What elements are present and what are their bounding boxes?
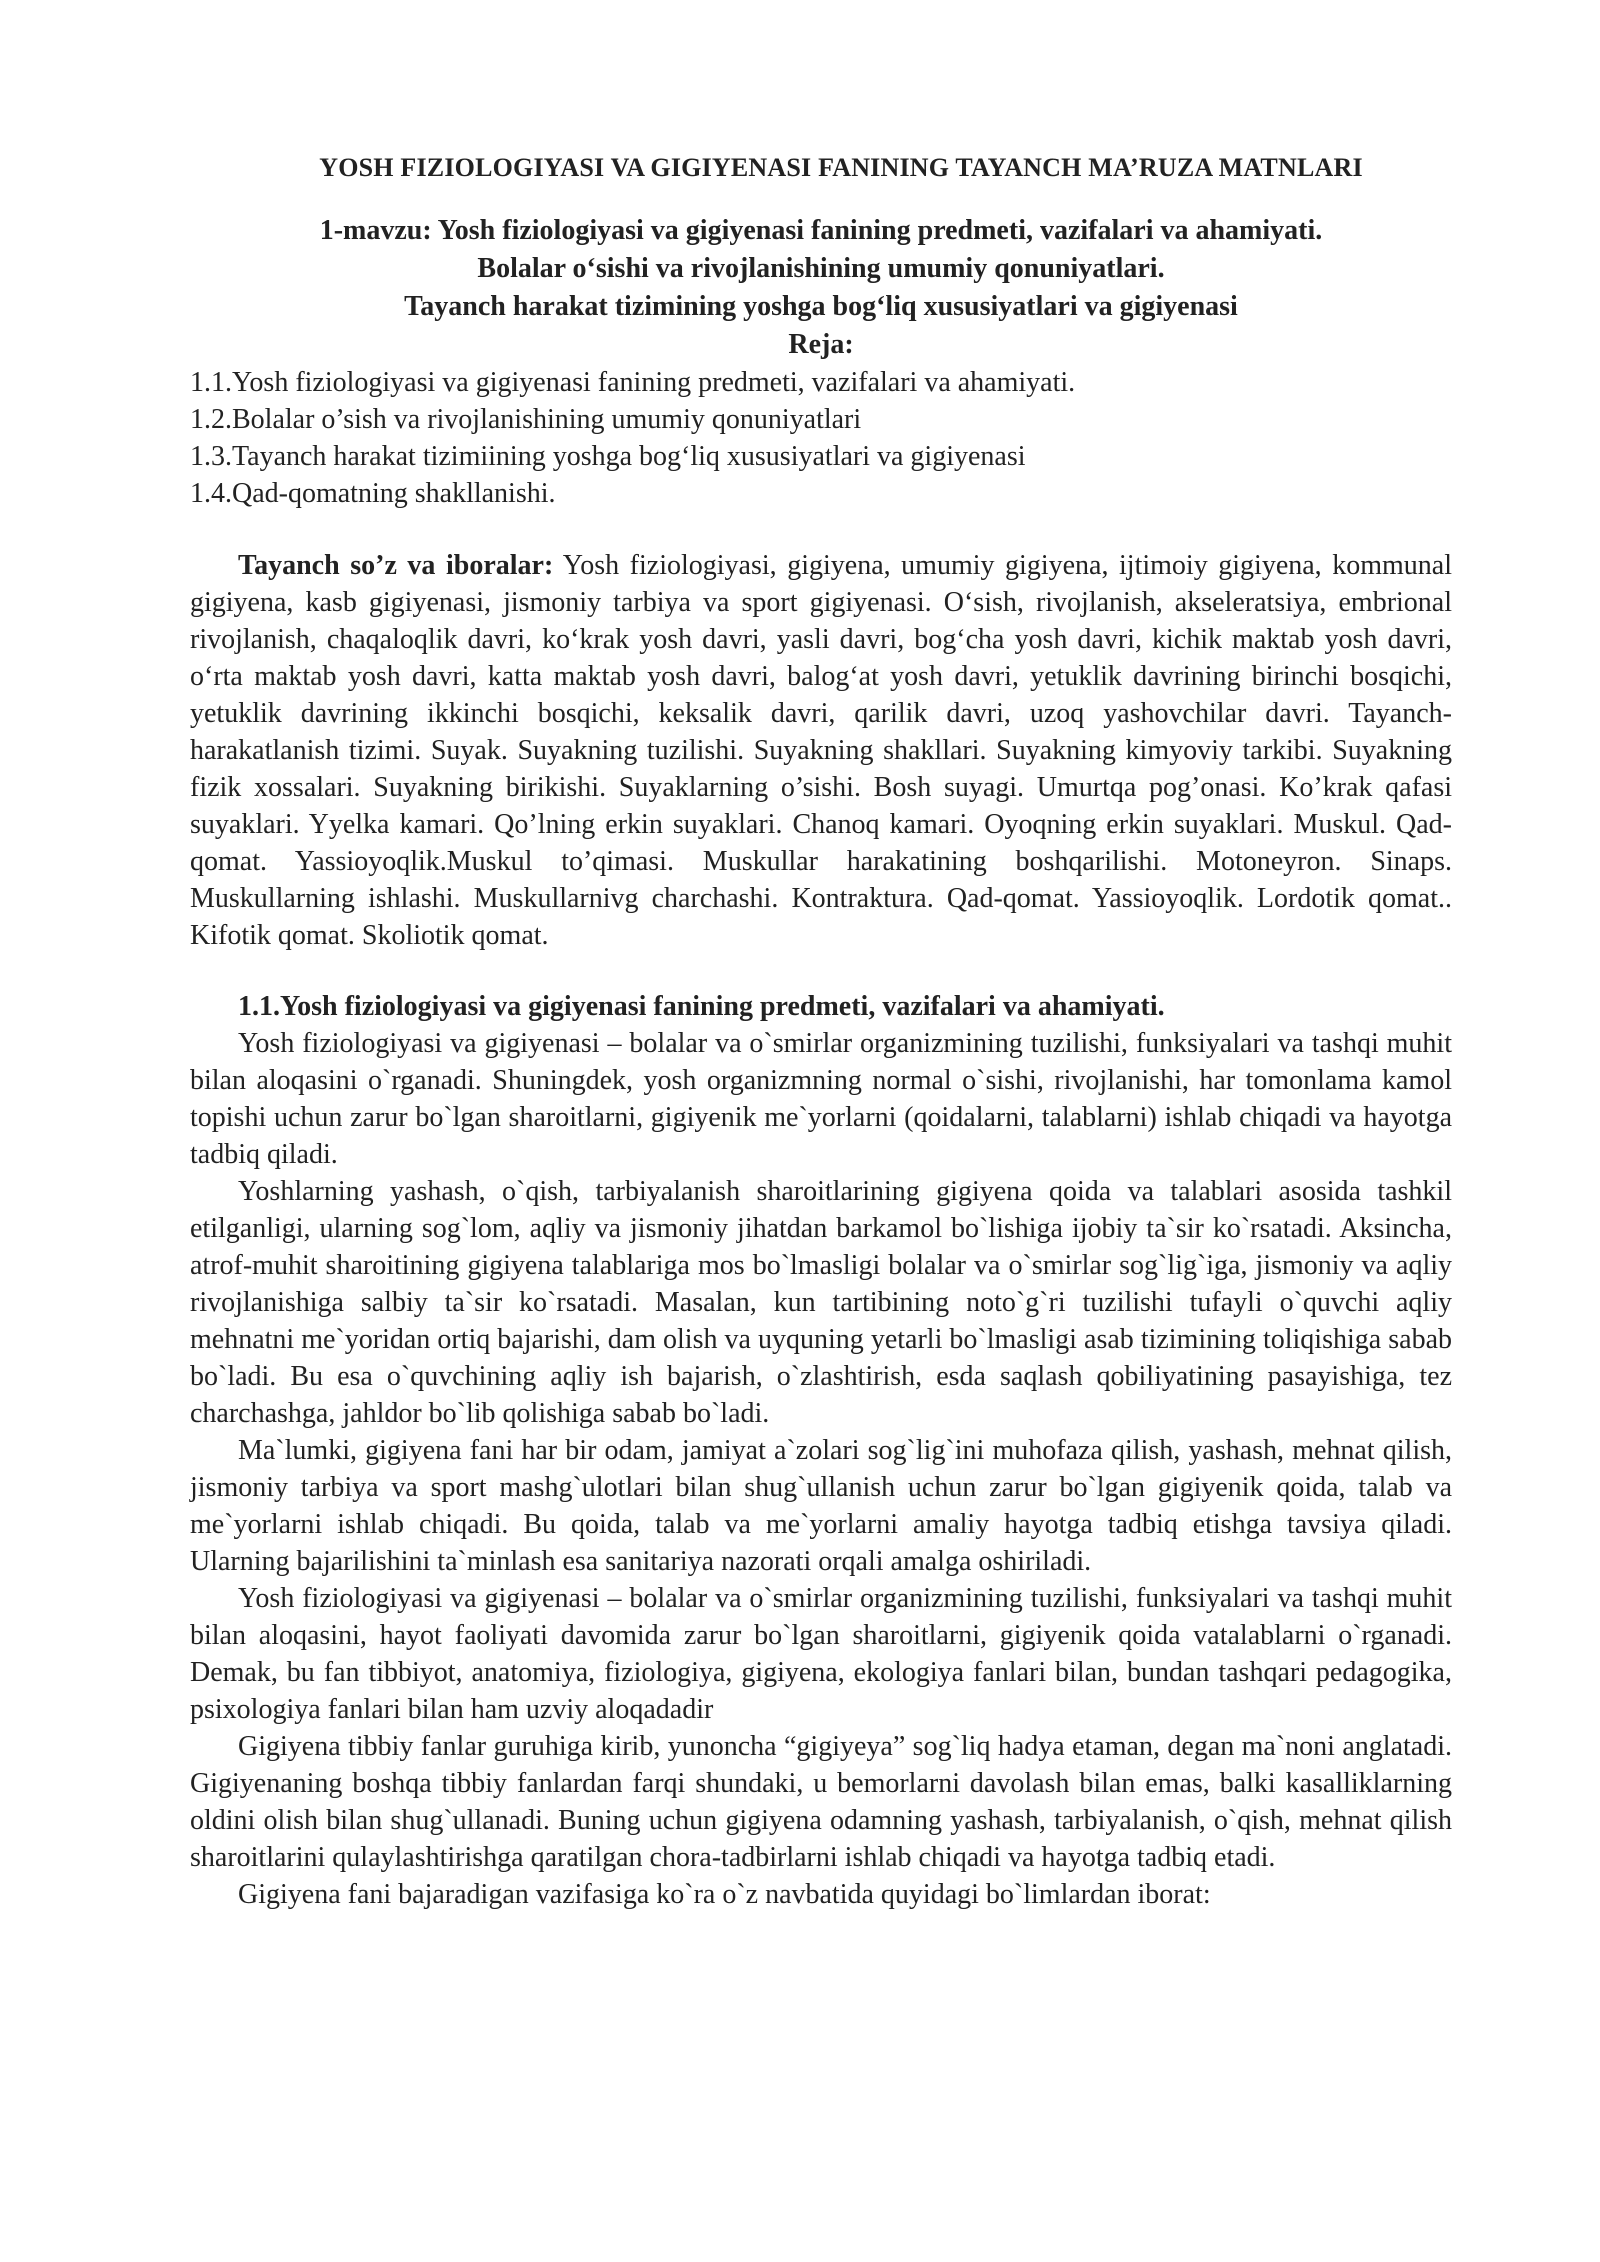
paragraph-2: Yoshlarning yashash, o`qish, tarbiyalanish sharoitlarining gigiyena qoida va talablari asosida tashkil etilganligi, ularning sog`lom, aqliy va jismoniy jihatdan barkamol bo`lishiga ijobiy ta`sir ko`rsatadi. Aksincha, atrof-muhit sharoitining gigiyena talablariga mos bo`lmasligi bolalar va o`smirlar sog`lig`iga, jismoniy va aqliy rivojlanishiga salbiy ta`sir ko`rsatadi. Masalan, kun tartibining noto`g`ri tuzilishi tufayli o`quvchi aqliy mehnatni me`yoridan ortiq bajarishi, dam olish va uyquning yetarli bo`lmasligi asab tizimining toliqishiga sabab bo`ladi. Bu esa o`quvchining aqliy ish bajarish, o`zlashtirish, esda saqlash qobiliyatining pasayishiga, tez charchashga, jahldor bo`lib qolishiga sabab bo`ladi. [190, 1176, 1452, 1429]
plan-item-2: 1.2.Bolalar o’sish va rivojlanishining umumiy qonuniyatlari [190, 404, 862, 435]
plan-list [190, 364, 1452, 512]
paragraph-3: Ma`lumki, gigiyena fani har bir odam, jamiyat a`zolari sog`lig`ini muhofaza qilish, yashash, mehnat qilish, jismoniy tarbiya va sport mashg`ulotlari bilan shug`ullanish uchun zarur bo`lgan gigiyenik qoida, talab va me`yorlarni ishlab chiqadi. Bu qoida, talab va me`yorlarni amaliy hayotga tadbiq etishga tavsiya qiladi. Ularning bajarilishini ta`minlash esa sanitariya nazorati orqali amalga oshiriladi. [190, 1435, 1452, 1577]
plan-item-3: 1.3.Tayanch harakat tizimiining yoshga bog‘liq xususiyatlari va gigiyenasi [190, 441, 1026, 472]
topic-line-3: Tayanch harakat tizimining yoshga bog‘liq xususiyatlari va gigiyenasi [404, 291, 1238, 322]
plan-heading: Reja: [788, 329, 854, 360]
document-title: YOSH FIZIOLOGIYASI VA GIGIYENASI FANINING TAYANCH MA’RUZA MATNLARI [319, 153, 1363, 182]
paragraph-6: Gigiyena fani bajaradigan vazifasiga ko`ra o`z navbatida quyidagi bo`limlardan iborat: [238, 1879, 1211, 1910]
keywords-label: Tayanch so’z va iboralar: [238, 550, 554, 581]
topic-line-1: 1-mavzu: Yosh fiziologiyasi va gigiyenasi fanining predmeti, vazifalari va ahamiyati. [319, 215, 1323, 246]
paragraph-4: Yosh fiziologiyasi va gigiyenasi – bolalar va o`smirlar organizmining tuzilishi, funksiyalari va tashqi muhit bilan aloqasini, hayot faoliyati davomida zarur bo`lgan sharoitlarni, gigiyenik qoida vatalablarni o`rganadi. Demak, bu fan tibbiyot, anatomiya, fiziologiya, gigiyena, ekologiya fanlari bilan, bundan tashqari pedagogika, psixologiya fanlari bilan ham uzviy aloqadadir [190, 1583, 1452, 1725]
keywords-text: Yosh fiziologiyasi, gigiyena, umumiy gigiyena, ijtimoiy gigiyena, kommunal gigiyena, kasb gigiyenasi, jismoniy tarbiya va sport gigiyenasi. O‘sish, rivojlanish, akseleratsiya, embrional rivojlanish, chaqaloqlik davri, ko‘krak yosh davri, yasli davri, bog‘cha yosh davri, kichik maktab yosh davri, o‘rta maktab yosh davri, katta maktab yosh davri, balog‘at yosh davri, yetuklik davrining birinchi bosqichi, yetuklik davrining ikkinchi bosqichi, keksalik davri, qarilik davri, uzoq yashovchilar davri. Tayanch-harakatlanish tizimi. Suyak. Suyakning tuzilishi. Suyakning shakllari. Suyakning kimyoviy tarkibi. Suyakning fizik xossalari. Suyakning birikishi. Suyaklarning o’sishi. Bosh suyagi. Umurtqa pog’onasi. Ko’krak qafasi suyaklari. Yyelka kamari. Qo’lning erkin suyaklari. Chanoq kamari. Oyoqning erkin suyaklari. Muskul. Qad-qomat. Yassioyoqlik.Muskul to’qimasi. Muskullar harakatining boshqarilishi. Motoneyron. Sinaps. Muskullarning ishlashi. Muskullarnivg charchashi. Kontraktura. Qad-qomat. Yassioyoqlik. Lordotik qomat.. Kifotik qomat. Skoliotik qomat. [190, 550, 1452, 951]
paragraph-1: Yosh fiziologiyasi va gigiyenasi – bolalar va o`smirlar organizmining tuzilishi, funksiyalari va tashqi muhit bilan aloqasini o`rganadi. Shuningdek, yosh organizmning normal o`sishi, rivojlanishi, har tomonlama kamol topishi uchun zarur bo`lgan sharoitlarni, gigiyenik me`yorlarni (qoidalarni, talablarni) ishlab chiqadi va hayotga tadbiq qiladi. [190, 1028, 1452, 1170]
plan-item-1: 1.1.Yosh fiziologiyasi va gigiyenasi fanining predmeti, vazifalari va ahamiyati. [190, 367, 1076, 398]
paragraph-5: Gigiyena tibbiy fanlar guruhiga kirib, yunoncha “gigiyeya” sog`liq hadya etaman, degan ma`noni anglatadi. Gigiyenaning boshqa tibbiy fanlardan farqi shundaki, u bemorlarni davolash bilan emas, balki kasalliklarning oldini olish bilan shug`ullanadi. Buning uchun gigiyena odamning yashash, tarbiyalanish, o`qish, mehnat qilish sharoitlarini qulaylashtirishga qaratilgan chora-tadbirlarni ishlab chiqadi va hayotga tadbiq etadi. [190, 1731, 1452, 1873]
section-heading: 1.1.Yosh fiziologiyasi va gigiyenasi fanining predmeti, vazifalari va ahamiyati. [238, 991, 1165, 1022]
topic-line-2: Bolalar o‘sishi va rivojlanishining umumiy qonuniyatlari. [477, 253, 1165, 284]
document-page [190, 148, 1452, 1913]
plan-item-4: 1.4.Qad-qomatning shakllanishi. [190, 478, 556, 509]
topic-heading [190, 212, 1452, 364]
keywords-paragraph [190, 547, 1452, 954]
